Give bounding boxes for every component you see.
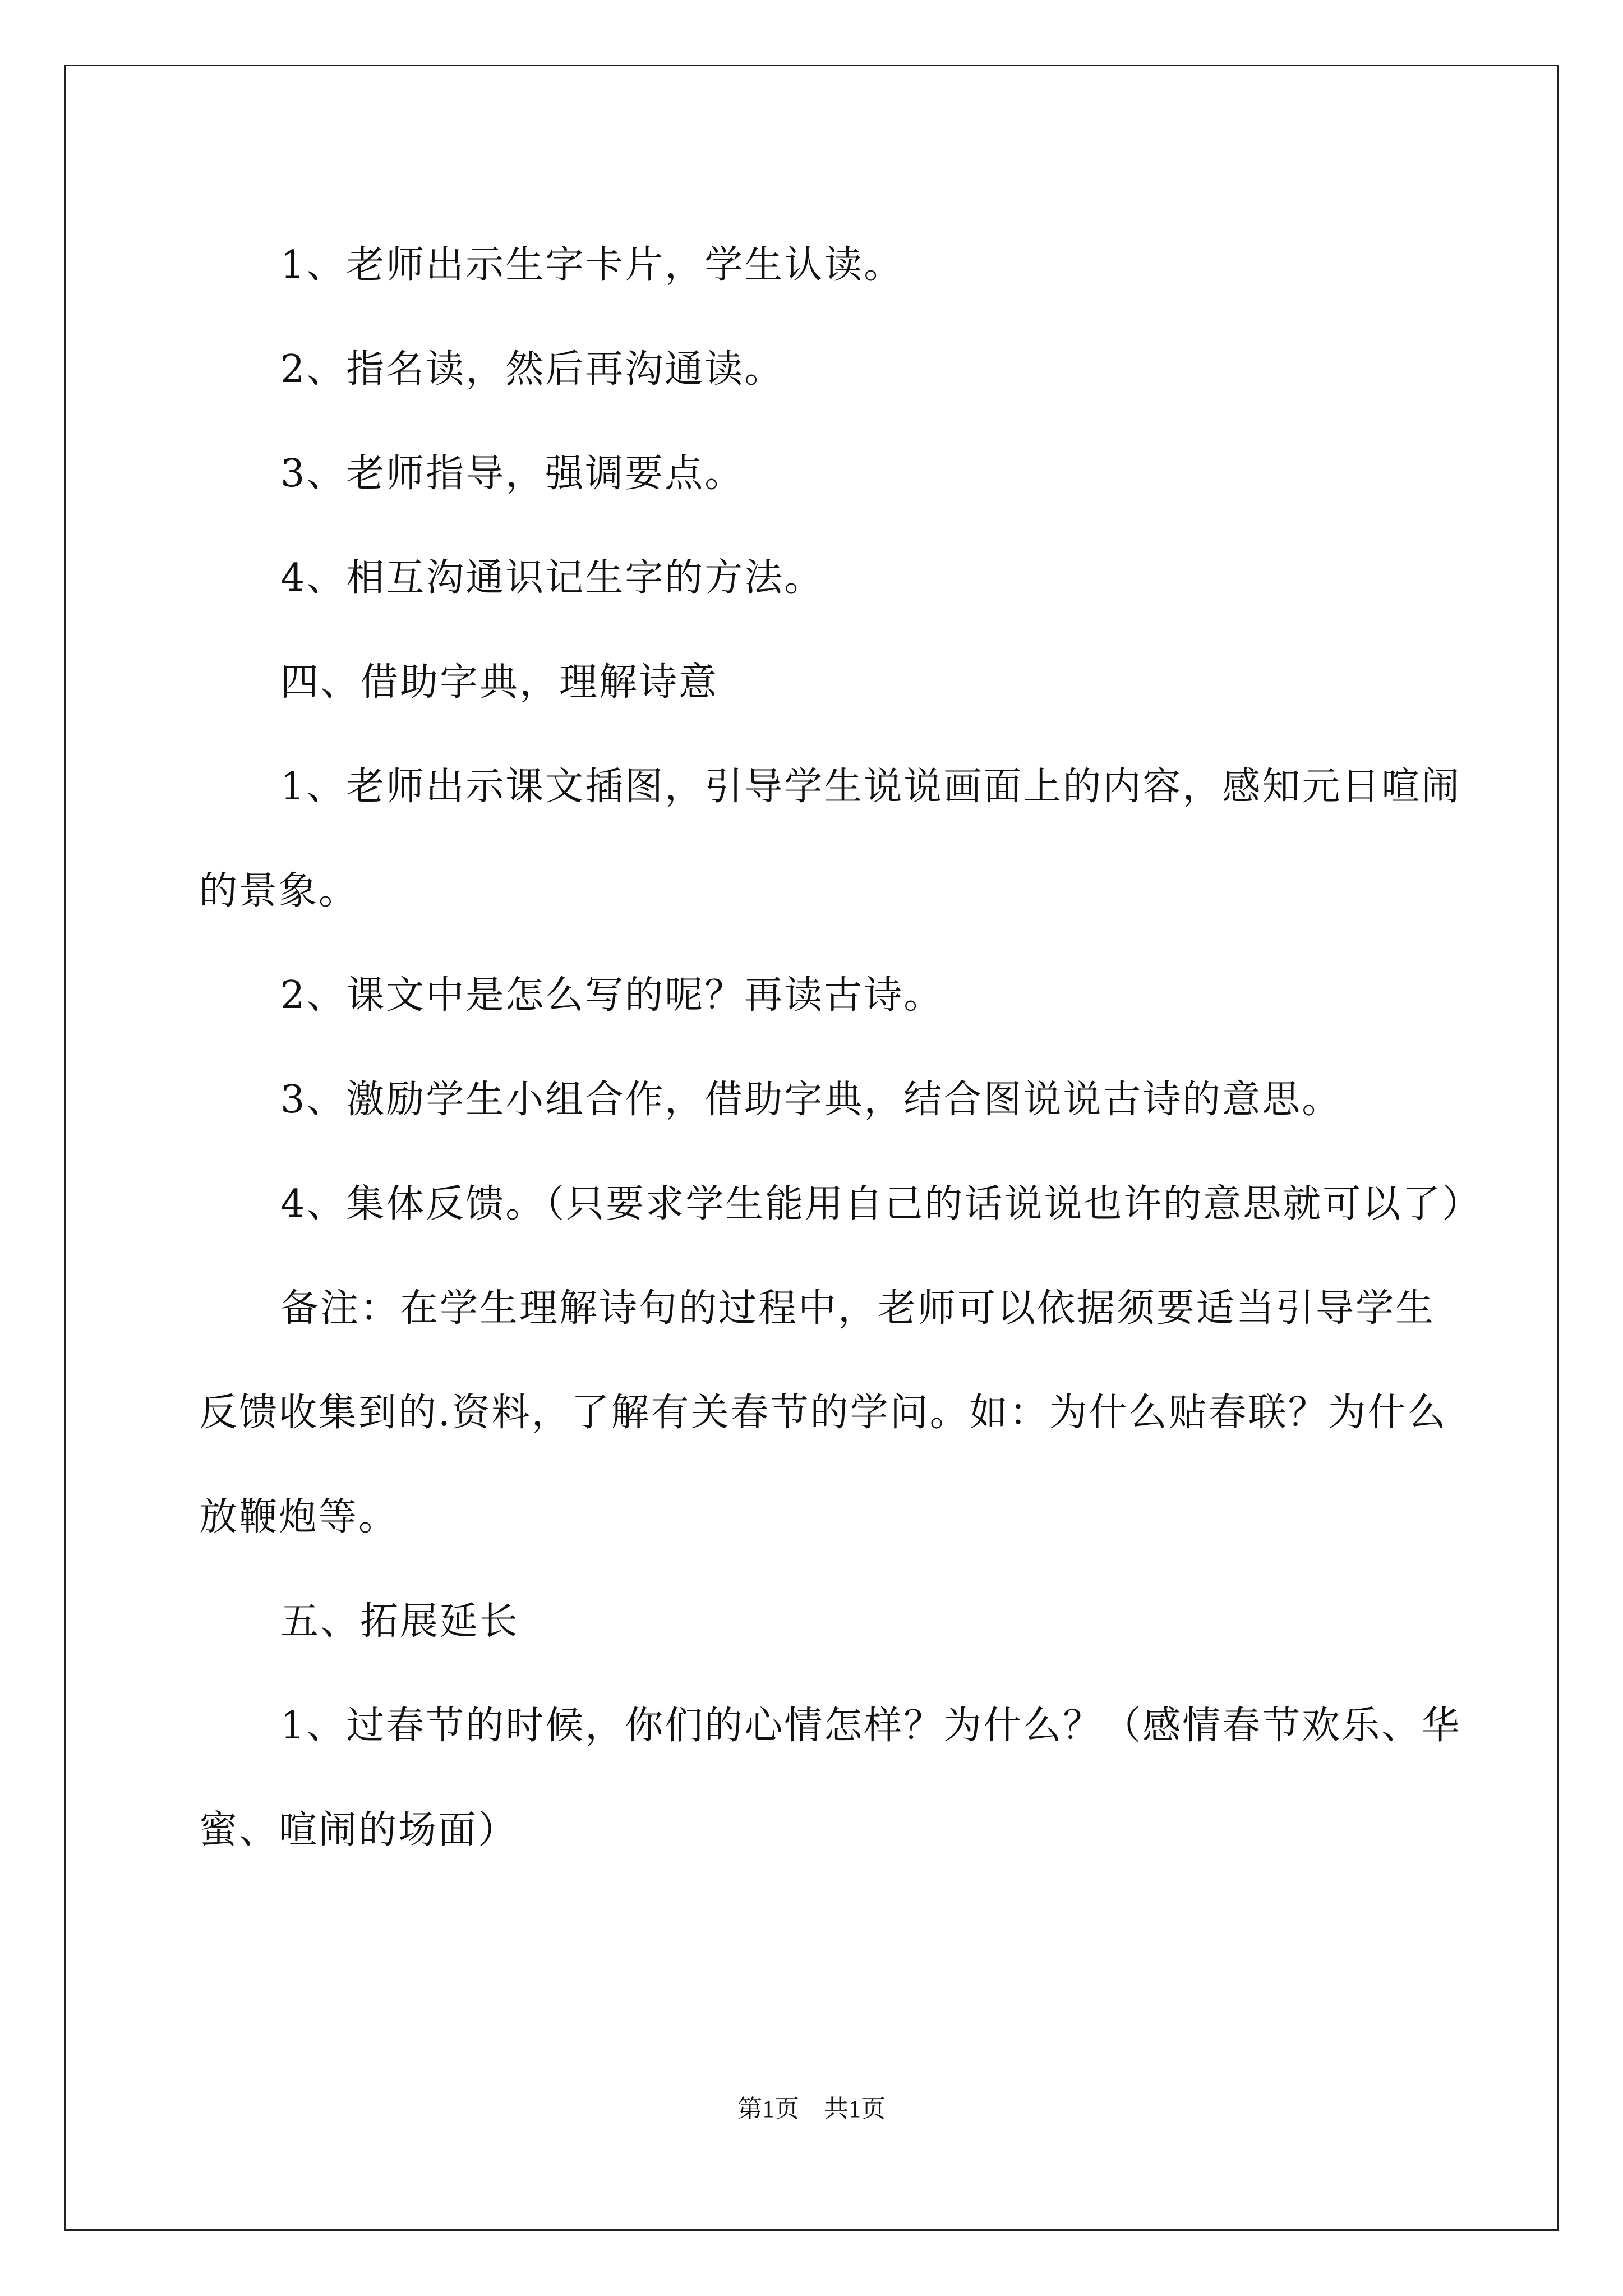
paragraph-9: 1、过春节的时候，你们的心情怎样？为什么？（感情春节欢乐、华蜜、喧闹的场面） — [199, 1704, 1461, 1852]
paragraph-6: 2、课文中是怎么写的呢？再读古诗。 — [280, 973, 944, 1018]
paragraph-8: 4、集体反馈。（只要求学生能用自己的话说说也许的意思就可以了） — [280, 1182, 1482, 1226]
paragraph-7: 3、激励学生小组合作，借助字典，结合图说说古诗的意思。 — [280, 1078, 1342, 1122]
paragraph-1: 1、老师出示生字卡片，学生认读。 — [280, 243, 904, 287]
paragraph-2: 2、指名读，然后再沟通读。 — [280, 347, 785, 392]
note-paragraph: 备注：在学生理解诗句的过程中，老师可以依据须要适当引导学生反馈收集到的.资料，了解有关春节的学问。如：为什么贴春联？为什么放鞭炮等。 — [199, 1286, 1447, 1539]
paragraph-3: 3、老师指导，强调要点。 — [280, 452, 745, 496]
page-footer: 第1页 共1页 — [737, 2095, 886, 2123]
paragraph-4: 4、相互沟通识记生字的方法。 — [280, 556, 824, 600]
document-body — [199, 213, 1482, 1883]
section-heading-5: 五、拓展延长 — [280, 1599, 520, 1644]
paragraph-5: 1、老师出示课文插图，引导学生说说画面上的内容，感知元日喧闹的景象。 — [199, 765, 1461, 913]
section-heading-4: 四、借助字典，理解诗意 — [280, 660, 719, 705]
